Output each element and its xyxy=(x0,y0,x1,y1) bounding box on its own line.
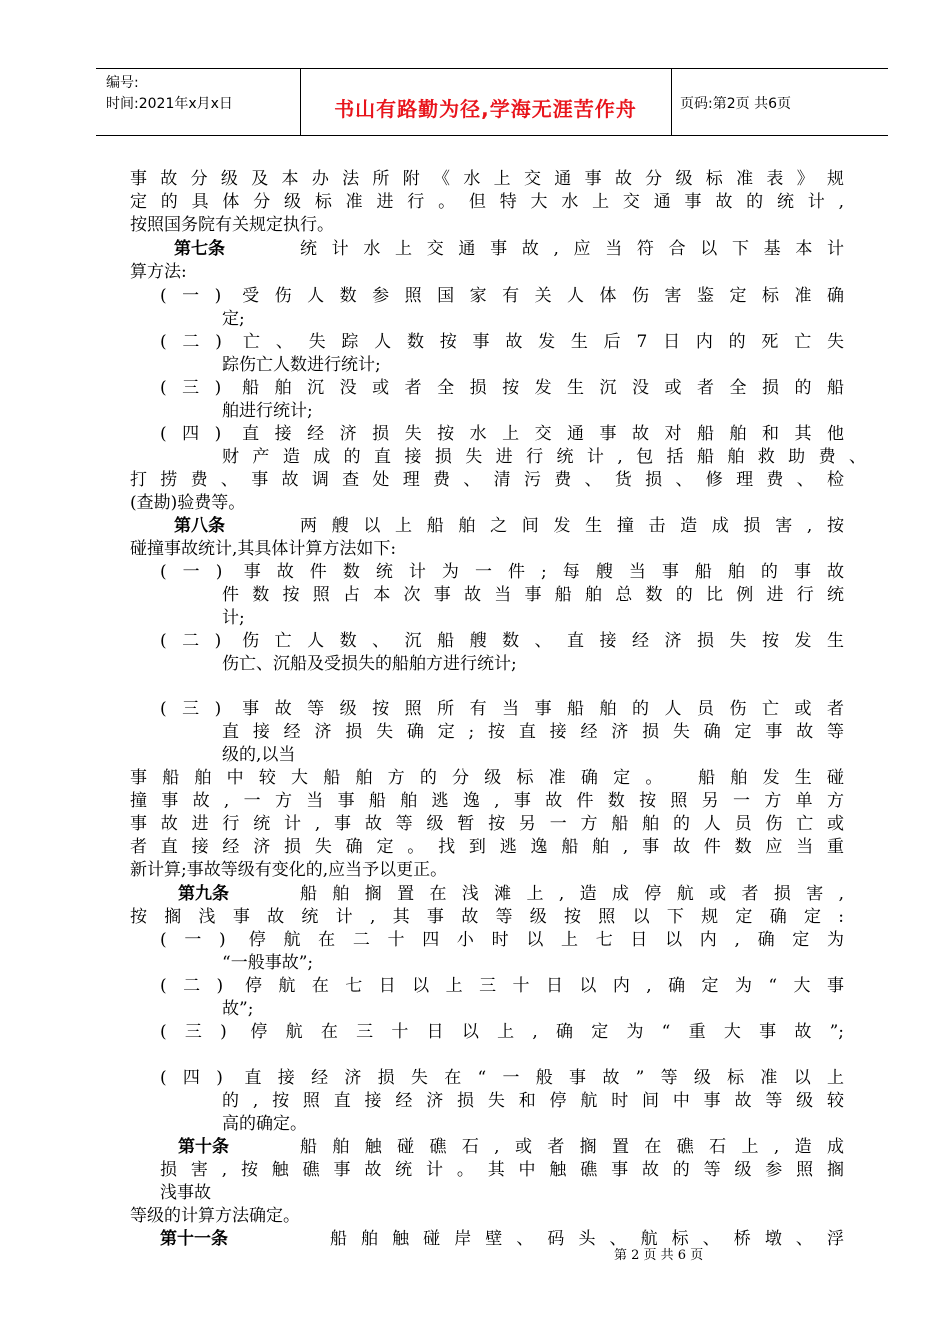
text-line: 新计算;事故等级有变化的,应当予以更正。 xyxy=(130,860,448,880)
list-item-continuation: 舶进行统计; xyxy=(222,401,313,421)
text-line: 事船舶中较大船舶方的分级标准确定。 船舶发生碰 xyxy=(130,768,844,788)
page-footer: 第 2 页 共 6 页 xyxy=(614,1248,704,1263)
text-line: 损害,按触礁事故统计。其中触礁事故的等级参照搁 xyxy=(160,1160,844,1180)
number-label: 编号: xyxy=(106,75,139,91)
article-heading: 第七条 xyxy=(174,239,225,259)
list-item: (二) 停航在七日以上三十日以内,确定为“大事 xyxy=(160,976,844,996)
list-item-continuation: 的,按照直接经济损失和停航时间中事故等级较 xyxy=(222,1091,844,1111)
text-line: 船舶触碰礁石,或者搁置在礁石上,造成 xyxy=(300,1137,844,1157)
text-line: 统计水上交通事故,应当符合以下基本计 xyxy=(300,239,844,259)
text-line: 两艘以上船舶之间发生撞击造成损害,按 xyxy=(300,516,844,536)
text-line: 事故分级及本办法所附《水上交通事故分级标准表》规 xyxy=(130,169,844,189)
text-line: 事故进行统计,事故等级暂按另一方船舶的人员伤亡或 xyxy=(130,814,844,834)
list-item-continuation: 财产造成的直接损失进行统计,包括船舶救助费、 xyxy=(222,447,866,467)
list-item: (一) 事故件数统计为一件;每艘当事船舶的事故 xyxy=(160,562,844,582)
text-line: 按搁浅事故统计,其事故等级按照以下规定确定: xyxy=(130,907,844,927)
text-line: 按照国务院有关规定执行。 xyxy=(130,215,334,235)
list-item: (三) 停航在三十日以上,确定为“重大事故”; xyxy=(160,1022,844,1042)
article-heading: 第八条 xyxy=(174,516,225,536)
time-label: 时间:2021年x月x日 xyxy=(106,96,233,112)
list-item-continuation: “一般事故”; xyxy=(222,953,314,973)
list-item: (三) 事故等级按照所有当事船舶的人员伤亡或者 xyxy=(160,699,844,719)
list-item: (四) 直接经济损失在“一般事故”等级标准以上 xyxy=(160,1068,844,1088)
text-line: 打捞费、事故调查处理费、清污费、货损、修理费、检 xyxy=(130,470,844,490)
page-info: 页码:第2页 共6页 xyxy=(680,96,791,112)
list-item-continuation: 级的,以当 xyxy=(222,745,296,765)
list-item-continuation: 定; xyxy=(222,309,245,329)
list-item-continuation: 故”; xyxy=(222,999,254,1019)
list-item-continuation: 伤亡、沉船及受损失的船舶方进行统计; xyxy=(222,654,517,674)
text-line: (查勘)验费等。 xyxy=(130,493,246,513)
text-line: 者直接经济损失确定。找到逃逸船舶,事故件数应当重 xyxy=(130,837,844,857)
list-item: (三) 船舶沉没或者全损按发生沉没或者全损的船 xyxy=(160,378,844,398)
list-item-continuation: 件数按照占本次事故当事船舶总数的比例进行统 xyxy=(222,585,844,605)
article-heading: 第十一条 xyxy=(160,1229,228,1249)
text-line: 碰撞事故统计,其具体计算方法如下: xyxy=(130,539,397,559)
text-line: 定的具体分级标准进行。但特大水上交通事故的统计, xyxy=(130,192,844,212)
article-heading: 第十条 xyxy=(178,1137,229,1157)
motto-text: 书山有路勤为径,学海无涯苦作舟 xyxy=(334,97,637,121)
list-item-continuation: 高的确定。 xyxy=(222,1114,307,1134)
list-item: (一) 受伤人数参照国家有关人体伤害鉴定标准确 xyxy=(160,286,844,306)
text-line: 算方法: xyxy=(130,262,187,282)
list-item-continuation: 计; xyxy=(222,608,245,628)
text-line: 等级的计算方法确定。 xyxy=(130,1206,300,1226)
text-line: 撞事故,一方当事船舶逃逸,事故件数按照另一方单方 xyxy=(130,791,844,811)
text-line: 浅事故 xyxy=(160,1183,211,1203)
text-line: 船舶触碰岸壁、码头、航标、桥墩、浮 xyxy=(330,1229,844,1249)
article-heading: 第九条 xyxy=(178,884,229,904)
list-item: (二) 亡、失踪人数按事故发生后7日内的死亡失 xyxy=(160,332,844,352)
text-line: 船舶搁置在浅滩上,造成停航或者损害, xyxy=(300,884,844,904)
list-item-continuation: 踪伤亡人数进行统计; xyxy=(222,355,381,375)
list-item: (一) 停航在二十四小时以上七日以内,确定为 xyxy=(160,930,844,950)
list-item-continuation: 直接经济损失确定;按直接经济损失确定事故等 xyxy=(222,722,844,742)
list-item: (四) 直接经济损失按水上交通事故对船舶和其他 xyxy=(160,424,844,444)
list-item: (二) 伤亡人数、沉船艘数、直接经济损失按发生 xyxy=(160,631,844,651)
